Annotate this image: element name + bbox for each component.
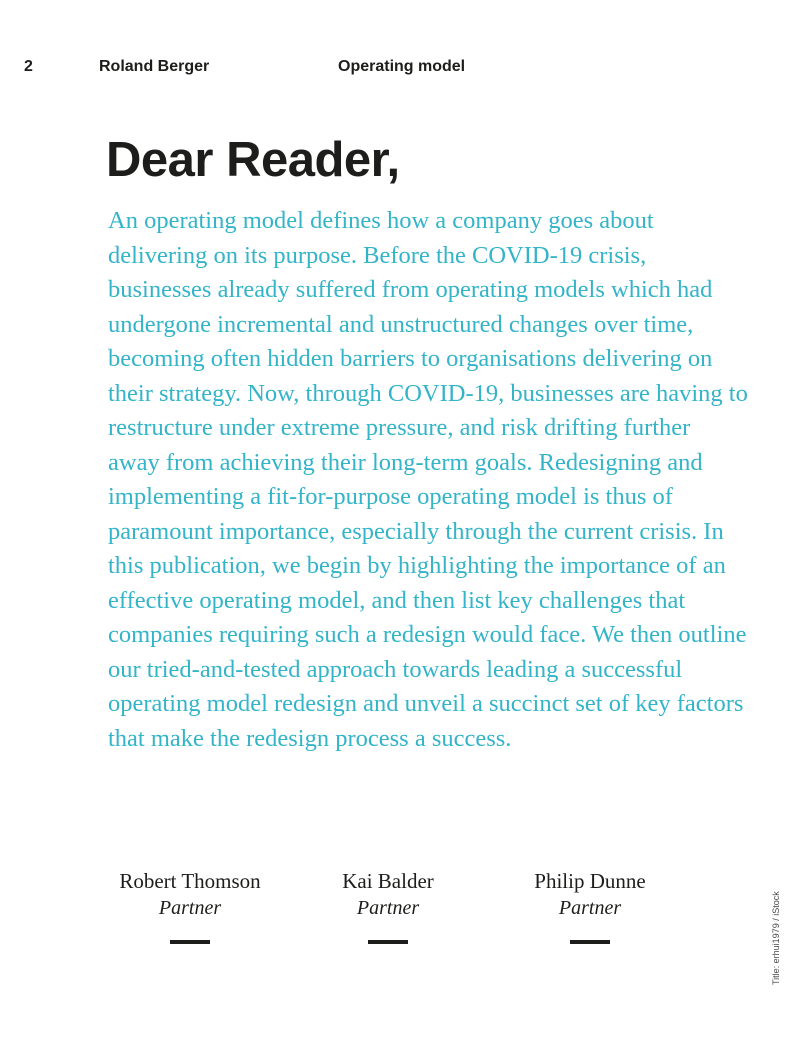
signatory xyxy=(288,868,488,944)
signatory-role: Partner xyxy=(356,897,420,919)
brand-name: Roland Berger xyxy=(99,58,210,75)
intro-paragraph: An operating model defines how a company goes about delivering on its purpose. Before the COVID-19 crisis, businesses already suffered from operating models which had undergone incremental and unstructured changes over time, becoming often hidden barriers to organisations delivering on their strategy. Now, through COVID-19, businesses are having to restructure under extreme pressure, and risk drifting further away from achieving their long-term goals. Redesigning and implementing a fit-for-purpose operating model is thus of paramount importance, especially through the current crisis. In this publication, we begin by highlighting the importance of an effective operating model, and then list key challenges that companies requiring such a redesign would face. We then outline our tried-and-tested approach towards leading a successful operating model redesign and unveil a succinct set of key factors that make the redesign process a success. xyxy=(108,207,748,752)
signatory-name: Philip Dunne xyxy=(534,869,646,893)
image-credit: Title: erhui1979 / iStock xyxy=(771,891,781,985)
signatory-name: Kai Balder xyxy=(342,869,434,893)
signature-dash xyxy=(570,940,610,944)
signatory-role: Partner xyxy=(158,897,222,919)
signatory xyxy=(90,868,290,944)
section-title: Operating model xyxy=(338,58,466,75)
signatory-role: Partner xyxy=(558,897,622,919)
signatory-name: Robert Thomson xyxy=(119,869,261,893)
signatory xyxy=(490,868,690,944)
page-number: 2 xyxy=(24,58,33,75)
signature-dash xyxy=(368,940,408,944)
signature-dash xyxy=(170,940,210,944)
headline: Dear Reader, xyxy=(106,133,400,187)
